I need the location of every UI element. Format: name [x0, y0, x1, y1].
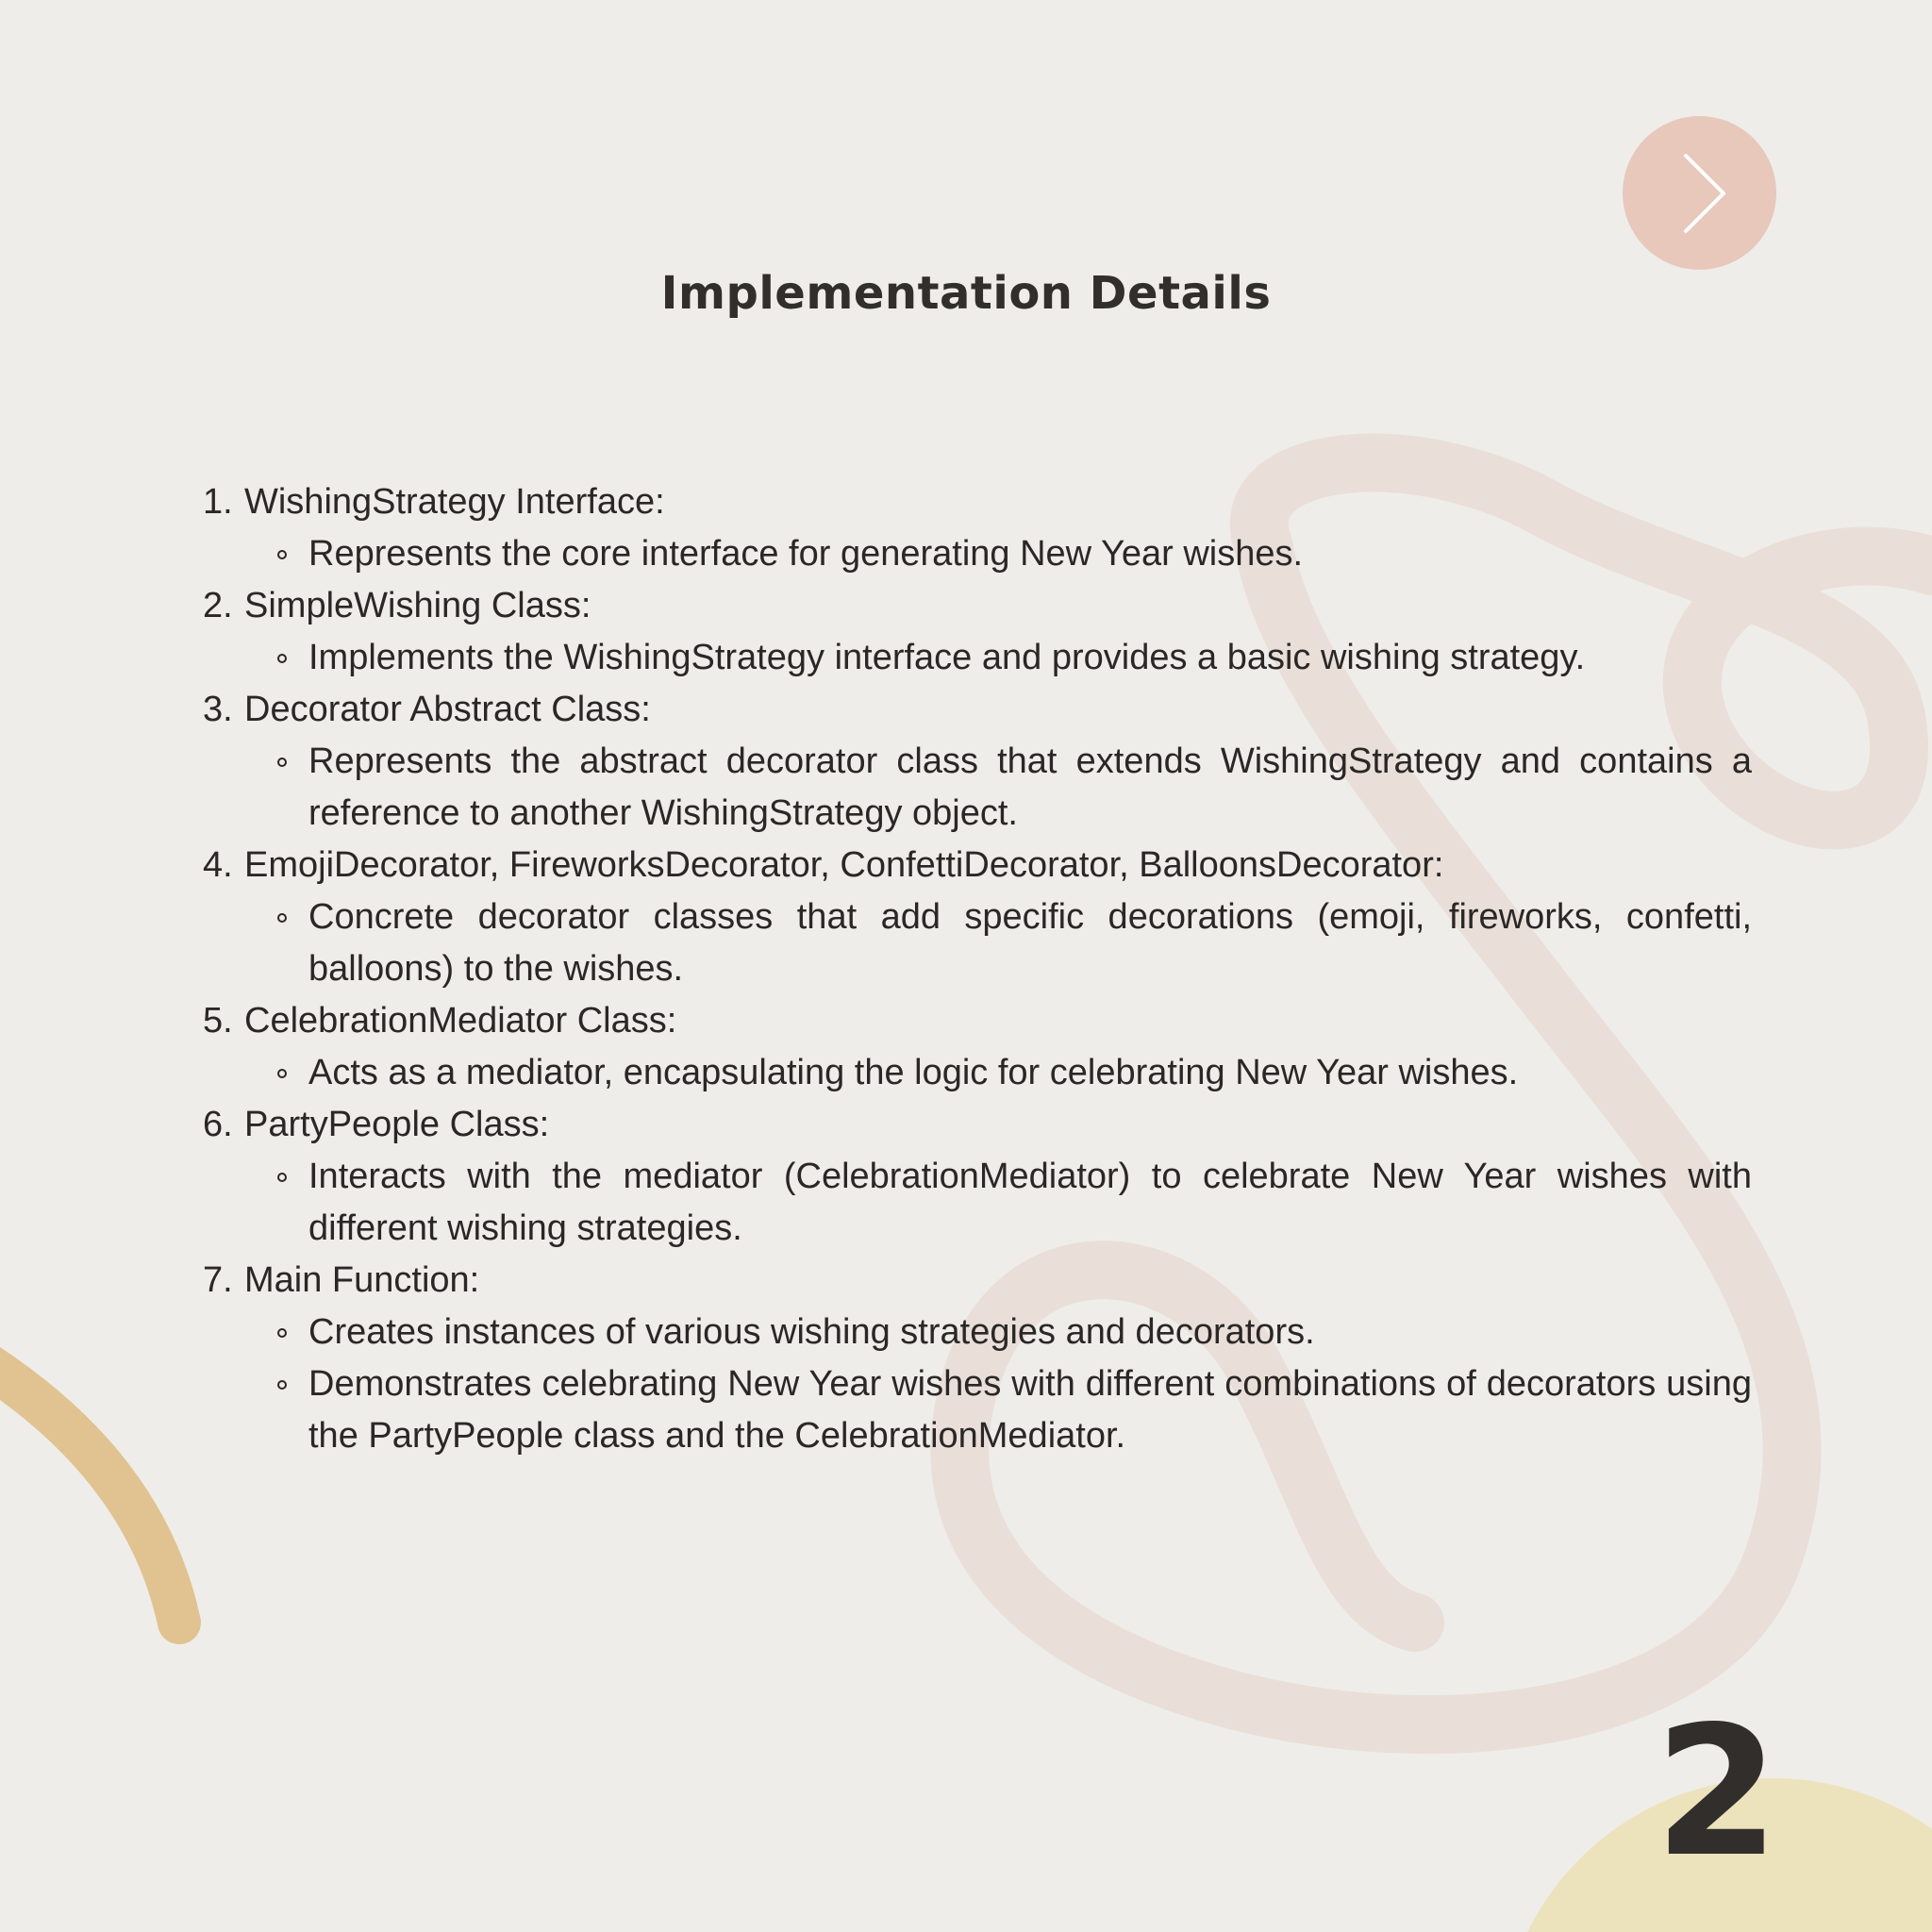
bullet-circle-icon	[273, 1151, 308, 1203]
list-item	[203, 1255, 1752, 1307]
bullet-circle-icon	[273, 1047, 308, 1099]
bullet-circle-icon	[273, 891, 308, 943]
sub-bullet-text: Implements the WishingStrategy interface and provides a basic wishing strategy.	[308, 638, 1586, 677]
page-title: Implementation Details	[660, 267, 1272, 320]
list-item-heading: PartyPeople Class:	[244, 1105, 550, 1144]
list-item-number: 1.	[203, 482, 233, 522]
bullet-circle-icon	[273, 1358, 308, 1410]
bullet-circle-icon	[273, 736, 308, 788]
bullet-circle-icon	[273, 632, 308, 684]
next-button[interactable]	[1623, 116, 1776, 270]
list-item	[203, 840, 1752, 891]
sub-bullet-text: Creates instances of various wishing strategies and decorators.	[308, 1312, 1315, 1352]
sub-bullet	[203, 891, 1752, 995]
list-item-heading: Main Function:	[244, 1260, 480, 1300]
sub-bullet	[203, 632, 1752, 684]
sub-bullet	[203, 736, 1752, 840]
sub-bullet-text: Acts as a mediator, encapsulating the logic for celebrating New Year wishes.	[308, 1053, 1519, 1092]
decorative-gold-arc	[0, 1349, 179, 1623]
sub-bullet-text: Concrete decorator classes that add specific decorations (emoji, fireworks, confetti, balloons) to the wishes.	[308, 897, 1752, 989]
bullet-circle-icon	[273, 1307, 308, 1358]
list-item-number: 3.	[203, 690, 233, 729]
sub-bullet	[203, 1307, 1752, 1358]
list-item-heading: WishingStrategy Interface:	[244, 482, 665, 522]
list-item-number: 5.	[203, 1001, 233, 1041]
sub-bullet-text: Represents the core interface for generating New Year wishes.	[308, 534, 1304, 574]
bullet-circle-icon	[273, 528, 308, 580]
list-item-number: 6.	[203, 1105, 233, 1144]
list-item-heading: SimpleWishing Class:	[244, 586, 591, 625]
sub-bullet	[203, 1358, 1752, 1462]
sub-bullet	[203, 1047, 1752, 1099]
list-item-number: 4.	[203, 845, 233, 885]
sub-bullet-text: Represents the abstract decorator class that extends WishingStrategy and contains a reference to another WishingStrategy object.	[308, 741, 1752, 833]
page-number: 2	[1654, 1688, 1780, 1896]
list-item-heading: CelebrationMediator Class:	[244, 1001, 677, 1041]
list-item	[203, 684, 1752, 736]
list-item-heading: EmojiDecorator, FireworksDecorator, ConfettiDecorator, BalloonsDecorator:	[244, 845, 1444, 885]
list-item-heading: Decorator Abstract Class:	[244, 690, 651, 729]
list-item	[203, 476, 1752, 528]
list-item	[203, 995, 1752, 1047]
sub-bullet-text: Interacts with the mediator (CelebrationMediator) to celebrate New Year wishes with different wishing strategies.	[308, 1157, 1752, 1248]
chevron-right-icon	[1653, 146, 1747, 241]
list-item	[203, 580, 1752, 632]
sub-bullet-text: Demonstrates celebrating New Year wishes with different combinations of decorators using the PartyPeople class and the CelebrationMediator.	[308, 1364, 1752, 1456]
list-item-number: 7.	[203, 1260, 233, 1300]
implementation-list	[203, 476, 1752, 1462]
list-item-number: 2.	[203, 586, 233, 625]
sub-bullet	[203, 528, 1752, 580]
list-item	[203, 1099, 1752, 1151]
sub-bullet	[203, 1151, 1752, 1255]
